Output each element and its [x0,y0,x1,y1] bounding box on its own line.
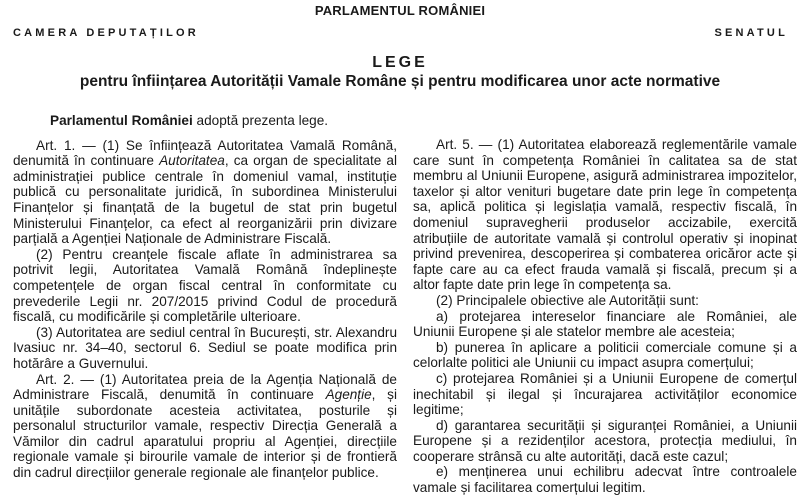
article-2-paragraph-1 [13,372,397,481]
parliament-heading: PARLAMENTUL ROMÂNIEI [314,3,486,18]
law-title: pentru înființarea Autorității Vamale Române și pentru modificarea unor acte normative [79,73,721,90]
enactment-clause [13,113,397,129]
text-segment: Art. 2. — (1) Autoritatea preia de la Agenția Națională de Administrare Fiscală, denumită în continuare [13,371,397,403]
objective-item-e: e) menținerea unui echilibru adecvat între controalele vamale și facilitarea comerțului legitim. [413,464,797,496]
document-type: LEGE [372,54,428,71]
left-column [13,113,397,481]
article-1-paragraph-3: (3) Autoritatea are sediul central în București, str. Alexandru Ivasiuc nr. 34–40, sectorul 6. Sediul se poate modifica prin hotărâre a Guvernului. [13,324,397,371]
objective-item-a: a) protejarea intereselor financiare ale României, ale Uniunii Europene și ale statelor membre ale acesteia; [413,308,797,340]
article-1-paragraph-2: (2) Pentru creanțele fiscale aflate în administrarea sa potrivit legii, Autoritatea Vamală Română îndeplinește competențele de organ fiscal central în conformitate cu prevederile Legii nr. 207/2015 privind Codul de procedură fiscală, cu modificările și completările ulterioare. [13,246,397,325]
text-segment: , și unitățile subordonate acesteia activitatea, posturile și personalul structurilor vamale, respectiv Direcția Generală a Vămilor din cadrul aparatului propriu al Agenției, direcțiile regionale vamale și birourile vamale de interior și de frontieră din cadrul direcțiilor generale regionale ale finanțelor publice. [13,387,398,481]
article-1-paragraph-1 [13,138,397,247]
article-5-paragraph-2: (2) Principalele obiective ale Autorității sunt: [436,292,699,308]
text-segment: Art. 1. — (1) Se înființează Autoritatea Vamală Română, denumită în continuare [13,137,397,169]
right-column [413,113,797,496]
senate-label: SENATUL [714,27,788,39]
chamber-deputies-label: CAMERA DEPUTAȚILOR [13,27,199,39]
article-5-paragraph-1: Art. 5. — (1) Autoritatea elaborează reglementările vamale care sunt în competența României în calitatea sa de stat membru al Uniunii Europene, asigură administrarea impozitelor, taxelor și altor venituri bugetare date prin lege în competența sa, aplică politica și legislația vamală, respectiv fiscală, în domeniul supravegherii produselor accizabile, exercită atribuțiile de autoritate vamală și controlul operativ și inopinat privind prevenirea, descoperirea și combaterea oricăror acte și fapte care au ca efect frauda vamală și fiscală, precum și a altor fapte date prin lege în competența sa. [413,137,797,293]
defined-term: Autoritatea [159,153,225,169]
text-segment: , ca organ de specialitate al administrației publice centrale în domeniul vamal, instituție publică cu personalitate juridică, în subordinea Ministerului Finanțelor și finanțată de la bugetul de stat prin bugetul Ministerului Finanțelor, ca efect al reorganizării prin divizare parțială a Agenției Naționale de Administrare Fiscală. [13,153,397,247]
objective-item-c: c) protejarea României și a Uniunii Europene de comerțul inechitabil și ilegal și încurajarea activităților economice legitime; [413,370,797,418]
enactment-subject: Parlamentul României [50,113,193,128]
objective-item-d: d) garantarea securității și siguranței României, a Uniunii Europene și a rezidenților acestora, protecția mediului, în cooperare strânsă cu alte autorități, dacă este cazul; [413,417,797,464]
defined-term: Agenție [325,387,372,403]
column-spacer [413,113,797,137]
enactment-rest: adoptă prezenta lege. [192,113,329,128]
objective-item-b: b) punerea în aplicare a politicii comerciale comune și a celorlalte politici ale Uniunii cu impact asupra comerțului; [413,339,797,371]
